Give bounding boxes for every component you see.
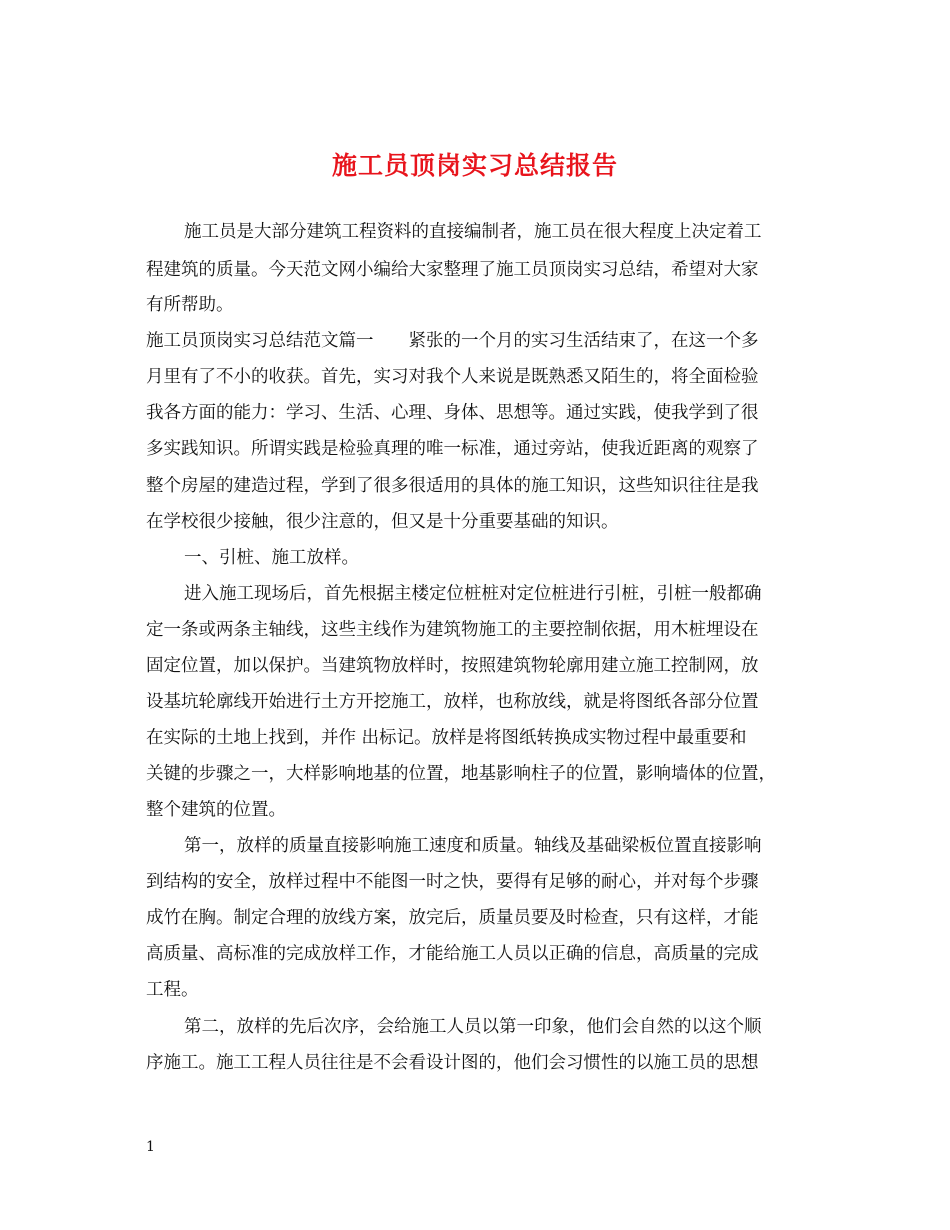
body-line: 我各方面的能力：学习、生活、心理、身体、思想等。通过实践，使我学到了很 (146, 403, 759, 423)
body-line: 第一，放样的质量直接影响施工速度和质量。轴线及基础梁板位置直接影响 (184, 836, 762, 856)
body-line: 设基坑轮廓线开始进行土方开挖施工，放样，也称放线，就是将图纸各部分位置 (146, 692, 759, 712)
page-number: 1 (146, 1139, 155, 1155)
body-line: 高质量、高标准的完成放样工作，才能给施工人员以正确的信息，高质量的完成 (146, 944, 759, 964)
body-line: 序施工。施工工程人员往往是不会看设计图的，他们会习惯性的以施工员的思想 (146, 1053, 759, 1073)
body-line: 进入施工现场后，首先根据主楼定位桩桩对定位桩进行引桩，引桩一般都确 (184, 584, 762, 604)
body-line: 定一条或两条主轴线，这些主线作为建筑物施工的主要控制依据，用木桩埋设在 (146, 620, 759, 640)
body-line: 关键的步骤之一，大样影响地基的位置，地基影响柱子的位置，影响墙体的位置， (146, 764, 776, 784)
body-line: 工程。 (146, 980, 199, 1000)
body-line: 成竹在胸。制定合理的放线方案，放完后，质量员要及时检查，只有这样，才能 (146, 908, 759, 928)
body-line: 多实践知识。所谓实践是检验真理的唯一标准，通过旁站，使我近距离的观察了 (146, 439, 759, 459)
body-line: 施工员是大部分建筑工程资料的直接编制者，施工员在很大程度上决定着工 (184, 222, 762, 242)
document-title: 施工员顶岗实习总结报告 (331, 151, 618, 180)
body-line: 在学校很少接触，很少注意的，但又是十分重要基础的知识。 (146, 512, 619, 532)
body-line: 固定位置，加以保护。当建筑物放样时，按照建筑物轮廓用建立施工控制网，放 (146, 656, 759, 676)
body-line: 程建筑的质量。今天范文网小编给大家整理了施工员顶岗实习总结，希望对大家 (146, 260, 759, 280)
body-line: 第二，放样的先后次序，会给施工人员以第一印象，他们会自然的以这个顺 (184, 1017, 762, 1037)
body-line: 在实际的土地上找到，并作 出标记。放样是将图纸转换成实物过程中最重要和 (146, 728, 747, 748)
body-line: 有所帮助。 (146, 295, 234, 315)
body-line: 施工员顶岗实习总结范文篇一 紧张的一个月的实习生活结束了，在这一个多 (146, 331, 759, 351)
body-line: 整个房屋的建造过程，学到了很多很适用的具体的施工知识，这些知识往往是我 (146, 476, 759, 496)
body-line: 月里有了不小的收获。首先，实习对我个人来说是既熟悉又陌生的，将全面检验 (146, 367, 759, 387)
section-heading: 一、引桩、施工放样。 (184, 548, 359, 568)
body-line: 到结构的安全，放样过程中不能图一时之快，要得有足够的耐心，并对每个步骤 (146, 872, 759, 892)
body-line: 整个建筑的位置。 (146, 800, 286, 820)
